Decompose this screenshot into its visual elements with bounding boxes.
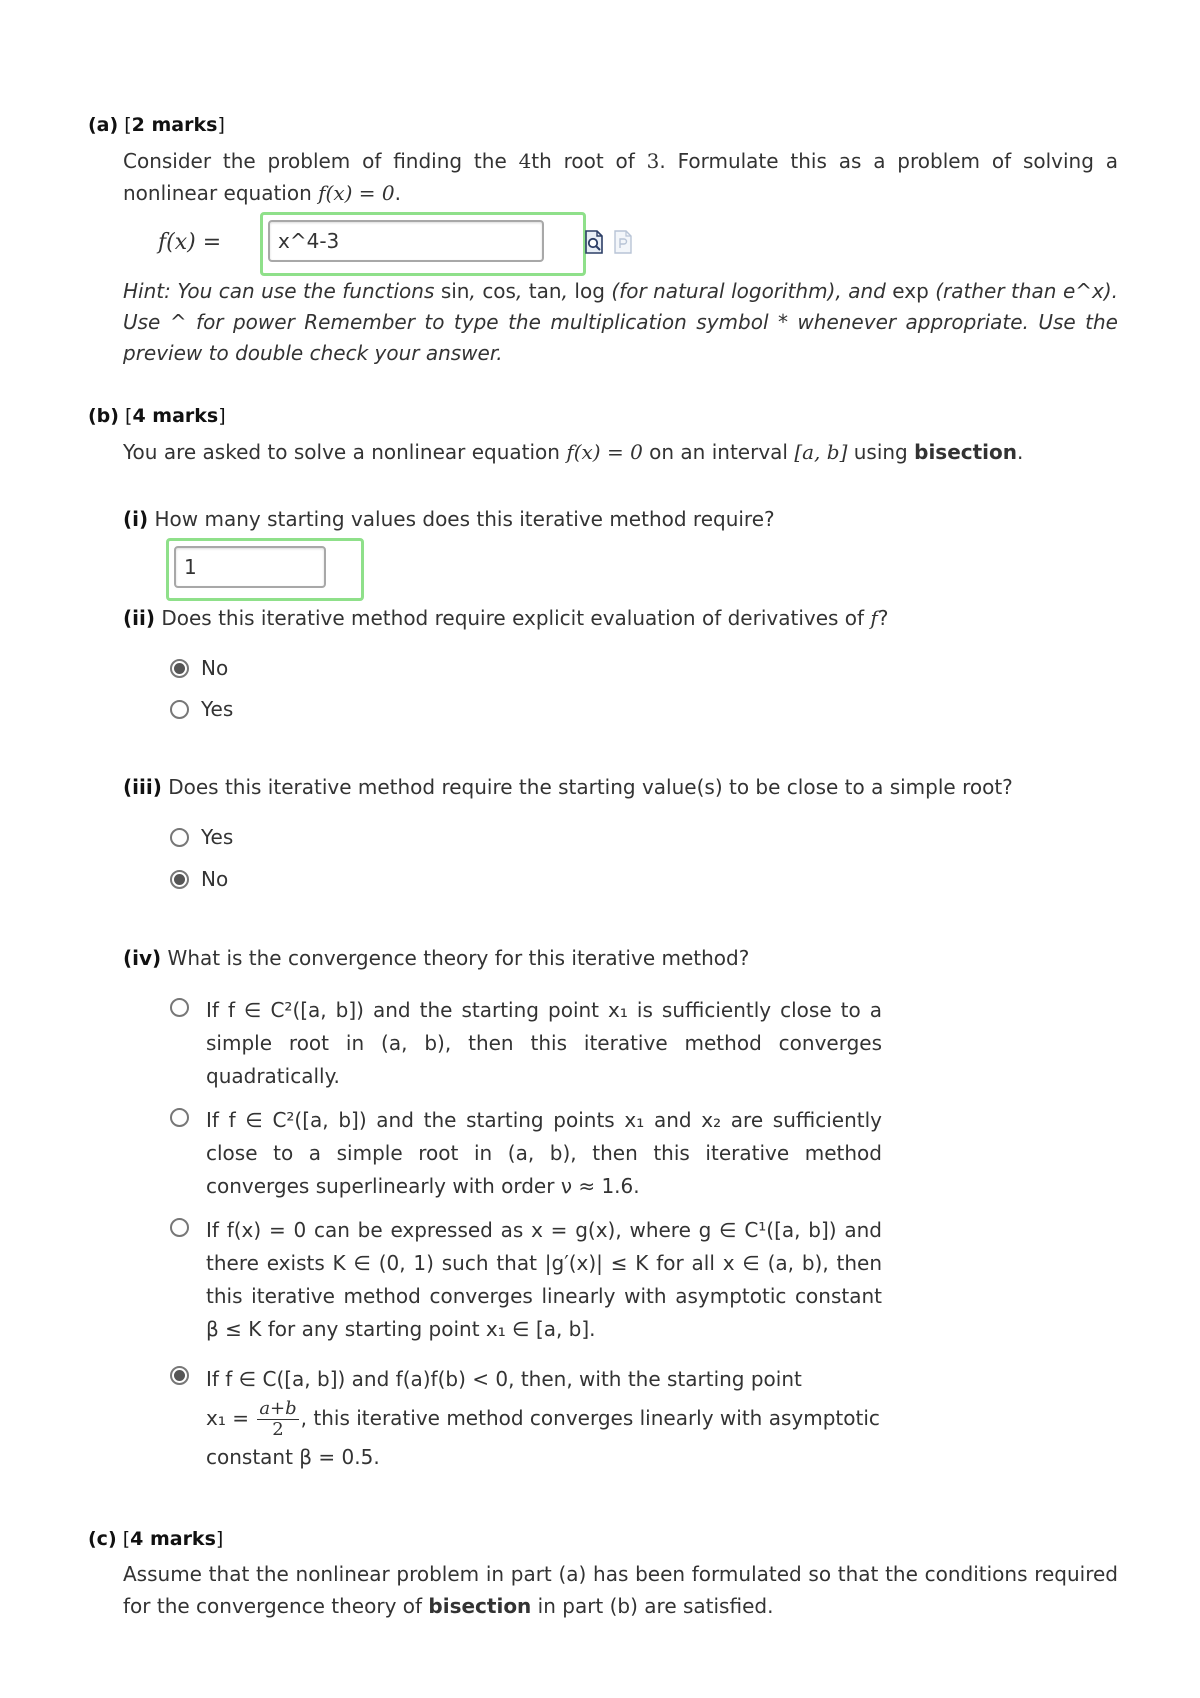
radio-button[interactable] xyxy=(170,828,189,847)
question-ii-label: (ii) xyxy=(123,606,155,630)
math-equation: f(x) = 0 xyxy=(318,181,395,205)
part-b-marks-text: 4 marks xyxy=(132,405,219,427)
answer-i-frame xyxy=(166,538,364,601)
question-iv xyxy=(123,946,749,970)
part-a-text-4: . xyxy=(394,181,401,205)
part-c-label: (c) xyxy=(88,1528,117,1550)
question-iv-text: What is the convergence theory for this iterative method? xyxy=(167,946,750,970)
question-i-label: (i) xyxy=(123,507,149,531)
answer-i-input[interactable] xyxy=(174,546,326,588)
fraction-denominator: 2 xyxy=(272,1419,284,1440)
radio-ii-no-label: No xyxy=(201,656,229,680)
hint-text-1: Hint: You can use the functions xyxy=(123,279,441,303)
question-iii-label: (iii) xyxy=(123,775,162,799)
question-i-text: How many starting values does this iterative method require? xyxy=(154,507,775,531)
iv-option-4-line-1: If f ∈ C([a, b]) and f(a)f(b) < 0, then, with the starting point xyxy=(206,1367,802,1391)
hint-comma-2: , xyxy=(515,279,529,303)
hint-comma-3: , xyxy=(561,279,575,303)
radio-button-checked[interactable] xyxy=(170,659,189,678)
part-a-heading xyxy=(88,114,225,136)
question-ii-text: Does this iterative method require explicit evaluation of derivatives of xyxy=(161,606,871,630)
radio-button[interactable] xyxy=(170,1218,189,1237)
iv-option-2-text: If f ∈ C²([a, b]) and the starting points x₁ and x₂ are sufficiently close to a simple root in (a, b), then this iterative method converges superlinearly with order ν ≈ 1.6. xyxy=(206,1108,882,1198)
part-a-label: (a) xyxy=(88,114,119,136)
part-b-label: (b) xyxy=(88,405,119,427)
fraction xyxy=(257,1399,298,1440)
question-i xyxy=(123,507,775,531)
iv-option-2[interactable] xyxy=(170,1104,880,1204)
iv-option-4-line-2-text: , this iterative method converges linearly with asymptotic xyxy=(300,1406,880,1430)
radio-button[interactable] xyxy=(170,700,189,719)
document-icon[interactable] xyxy=(613,230,633,254)
math-4: 4 xyxy=(518,149,532,173)
iv-option-3-text: If f(x) = 0 can be expressed as x = g(x), where g ∈ C¹([a, b]) and there exists K ∈ (0, 1) such that |g′(x)| ≤ K for all x ∈ (a, b), then this iterative method converges linearly with asymptotic constant β ≤ K for any starting point x₁ ∈ [a, b]. xyxy=(206,1218,882,1341)
radio-button[interactable] xyxy=(170,1108,189,1127)
answer-a-input[interactable] xyxy=(268,220,544,262)
radio-ii-no[interactable] xyxy=(170,656,228,680)
iv-option-4-line-3: constant β = 0.5. xyxy=(206,1445,380,1469)
hint-log: log xyxy=(574,279,605,303)
radio-button-checked[interactable] xyxy=(170,870,189,889)
radio-iii-yes[interactable] xyxy=(170,825,233,849)
part-b-intro-4: . xyxy=(1017,440,1024,464)
part-c-bold: bisection xyxy=(428,1594,532,1618)
math-3: 3 xyxy=(646,149,660,173)
question-ii-text-end: ? xyxy=(877,606,889,630)
iv-option-4[interactable] xyxy=(170,1362,880,1482)
part-a-text-1: Consider the problem of finding the xyxy=(123,149,519,173)
part-b-intro-2: on an interval xyxy=(642,440,795,464)
radio-iii-no-label: No xyxy=(201,867,229,891)
part-c-marks-text: 4 marks xyxy=(130,1528,216,1550)
part-a-marks-text: 2 marks xyxy=(131,114,218,136)
question-iv-label: (iv) xyxy=(123,946,162,970)
fx-label: f(x) = xyxy=(158,230,222,255)
part-a-question xyxy=(123,145,1118,209)
part-b-intro-1: You are asked to solve a nonlinear equation xyxy=(123,440,567,464)
hint-sin: sin xyxy=(440,279,470,303)
radio-button[interactable] xyxy=(170,998,189,1017)
part-c-text-2: in part (b) are satisfied. xyxy=(531,1594,774,1618)
part-a-marks: [2 marks] xyxy=(124,114,225,136)
question-iii xyxy=(123,775,1013,799)
preview-magnifier-icon[interactable] xyxy=(584,230,604,254)
question-iii-text: Does this iterative method require the starting value(s) to be close to a simple root? xyxy=(168,775,1013,799)
iv-option-4-x1: x₁ = xyxy=(206,1406,256,1430)
answer-a-frame xyxy=(260,212,586,276)
part-c-text-1: Assume that the nonlinear problem in part (a) has been formulated so that the conditions required for the convergence theory of xyxy=(123,1562,1118,1618)
part-b-interval: [a, b] xyxy=(794,440,848,464)
radio-iii-no[interactable] xyxy=(170,867,228,891)
hint-text-2: (for natural logorithm), and xyxy=(604,279,893,303)
radio-iii-yes-label: Yes xyxy=(201,825,234,849)
part-a-text-3: . Formulate this as a problem of solving a nonlinear equation xyxy=(123,149,1119,205)
iv-option-1[interactable] xyxy=(170,994,880,1094)
hint-cos: cos xyxy=(482,279,516,303)
part-b-intro-3: using xyxy=(847,440,915,464)
part-c-heading xyxy=(88,1528,223,1550)
question-ii-math-f: f xyxy=(870,606,878,630)
part-c-marks: [4 marks] xyxy=(122,1528,224,1550)
hint-comma-1: , xyxy=(469,279,483,303)
radio-ii-yes-label: Yes xyxy=(201,697,234,721)
part-b-method-bold: bisection xyxy=(914,440,1018,464)
hint-exp: exp xyxy=(892,279,929,303)
radio-button-checked[interactable] xyxy=(170,1366,189,1385)
iv-option-4-line-2 xyxy=(206,1396,882,1440)
part-c-text xyxy=(123,1558,1118,1622)
iv-option-3[interactable] xyxy=(170,1214,880,1348)
iv-option-1-text: If f ∈ C²([a, b]) and the starting point x₁ is sufficiently close to a simple root in (a, b), then this iterative method converges quadratically. xyxy=(206,998,882,1088)
part-b-marks: [4 marks] xyxy=(125,405,226,427)
hint-text-3: (rather than e^x). Use ^ for power Remember to type the multiplication symbol * whenever appropriate. Use the preview to double check your answer. xyxy=(123,279,1119,365)
part-a-text-2: th root of xyxy=(531,149,647,173)
part-b-heading xyxy=(88,405,226,427)
iv-option-4-text xyxy=(206,1362,882,1474)
part-b-equation: f(x) = 0 xyxy=(566,440,643,464)
part-a-hint xyxy=(123,276,1118,369)
question-ii xyxy=(123,606,888,630)
part-b-intro xyxy=(123,436,1118,468)
hint-tan: tan xyxy=(528,279,562,303)
radio-ii-yes[interactable] xyxy=(170,697,233,721)
fraction-numerator: a+b xyxy=(259,1398,297,1419)
